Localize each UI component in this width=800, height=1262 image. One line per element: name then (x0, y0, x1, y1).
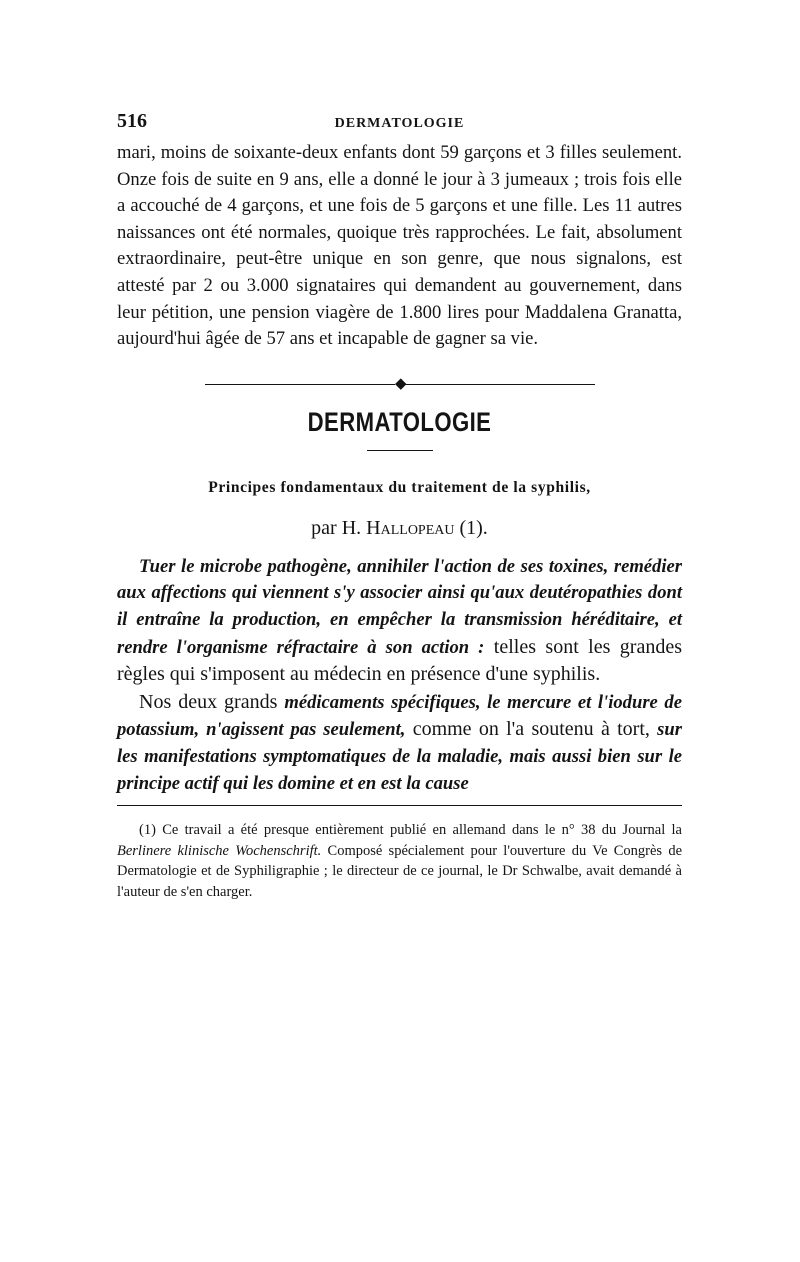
footnote-reference: (1). (454, 516, 488, 539)
epigraph-italic: Tuer le microbe pathogène, annihiler l'action de ses toxines, remédier aux affections qui viennent s'y associer ainsi qu'aux deutéropathies dont il entraîne la production, en empêcher la transmission héréditaire, et rendre l'organisme réfractaire à son action : (117, 555, 682, 658)
footnote-text-start: (1) Ce travail a été presque entièrement publié en allemand dans le n° 38 du Journal la (139, 822, 682, 839)
footnote-journal: Berlinere klinische Wochenschrift. (117, 842, 322, 859)
footnote-rule (117, 805, 682, 806)
running-head (117, 110, 682, 140)
title-rule (367, 450, 433, 451)
section-title: DERMATOLOGIE (307, 406, 492, 437)
page-number: 516 (117, 110, 147, 132)
article-title: Principes fondamentaux du traitement de la syphilis, (208, 478, 591, 496)
section-separator (117, 375, 682, 395)
byline (117, 517, 682, 540)
p2-italic-end: sur les manifestations symptomatiques de la maladie, mais aussi bien sur le principe actif qui les domine et en est la cause (117, 719, 682, 794)
page (117, 110, 682, 917)
epigraph-roman: telles sont les grandes règles qui s'imposent au médecin en présence d'une syphilis. (117, 635, 682, 686)
epigraph-paragraph (117, 554, 682, 689)
footnote-text-end: Composé spécialement pour l'ouverture du Ve Congrès de Dermatologie et de Syphiligraphie ; le directeur de ce journal, le Dr Schwalbe, avait demandé à l'auteur de s'en charger. (117, 842, 683, 900)
diamond-icon: ◆ (395, 375, 407, 392)
running-title: DERMATOLOGIE (334, 116, 465, 131)
separator-line-left (205, 384, 395, 385)
continued-paragraph: mari, moins de soixante-deux enfants dont 59 garçons et 3 filles seulement. Onze fois de suite en 9 ans, elle a donné le jour à 3 jumeaux ; trois fois elle a accouché de 4 garçons, et une fois de 5 garçons et une fille. Les 11 autres naissances ont été normales, quoique très rapprochées. Le fait, absolument extraordinaire, peut-être unique en son genre, que nous signalons, est attesté par 2 ou 3.000 signataires qui demandent au gouvernement, dans leur pétition, une pension viagère de 1.800 lires pour Maddalena Granatta, aujourd'hui âgée de 57 ans et incapable de gagner sa vie. (117, 142, 682, 350)
footnote (117, 820, 682, 902)
body-paragraph (117, 689, 682, 797)
p2-italic-remedies: médicaments spécifiques, le mercure et l'iodure de potassium, n'agissent pas seulement, (117, 691, 682, 741)
byline-prefix: par H. (311, 516, 367, 539)
p2-roman-middle: comme on l'a soutenu à tort, (405, 718, 658, 741)
p2-roman-start: Nos deux grands (139, 690, 285, 713)
separator-line-right (405, 384, 595, 385)
author-name: Hallopeau (366, 516, 455, 539)
